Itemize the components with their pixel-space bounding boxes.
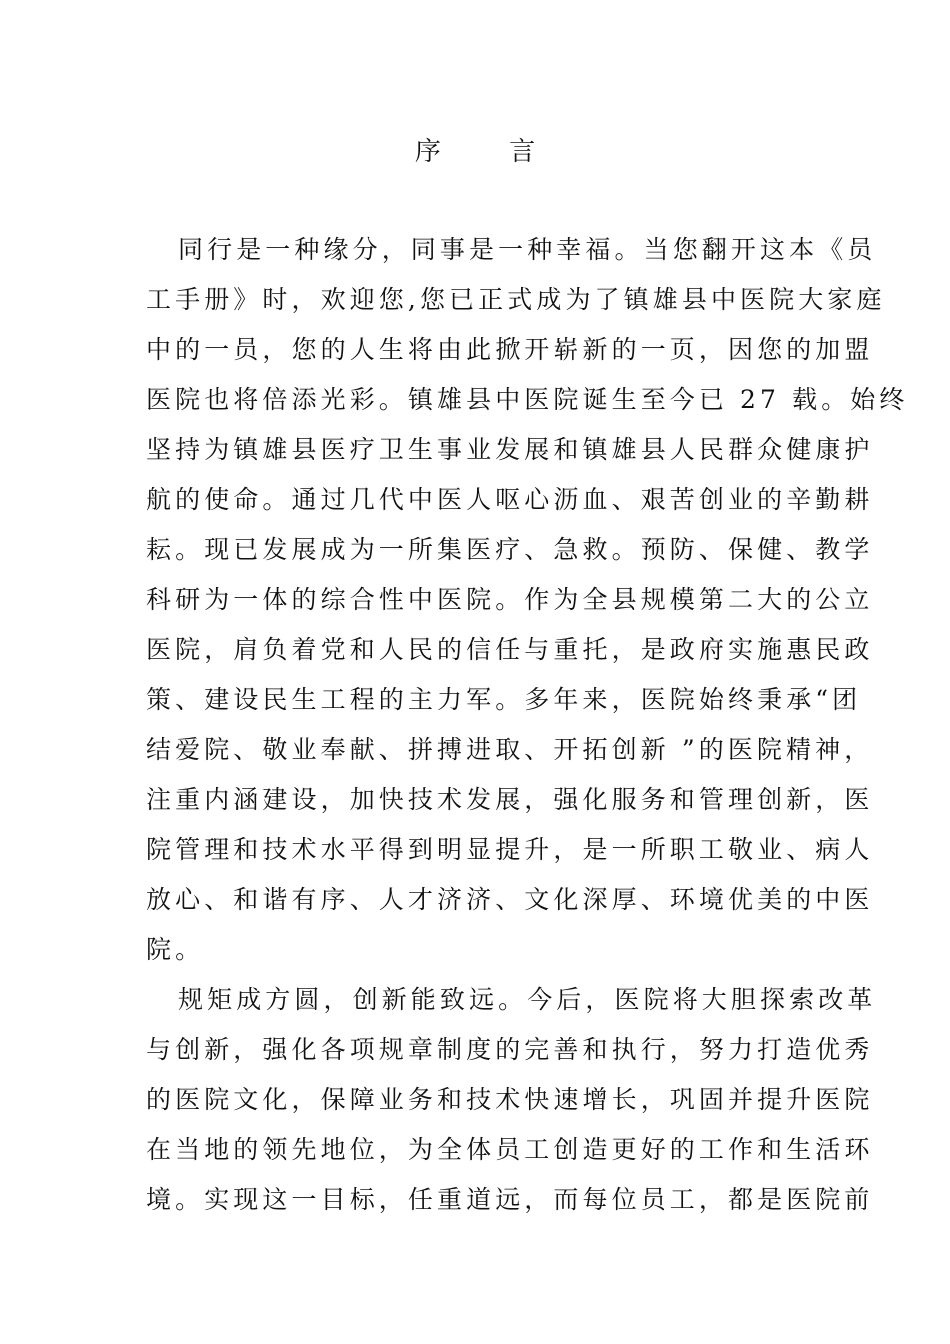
paragraph-1-line-10: 策、建设民生工程的主力军。多年来，医院始终秉承“团	[146, 685, 862, 714]
paragraph-2-line-1: 规矩成方圆，创新能致远。今后，医院将大胆探索改革	[178, 985, 877, 1014]
paragraph-1-line-8: 科研为一体的综合性中医院。作为全县规模第二大的公立	[146, 585, 874, 614]
paragraph-1-line-14: 放心、和谐有序、人才济济、文化深厚、环境优美的中医	[146, 885, 874, 914]
paragraph-1-line-3: 中的一员，您的人生将由此掀开崭新的一页，因您的加盟	[146, 335, 874, 364]
paragraph-1-line-1: 同行是一种缘分，同事是一种幸福。当您翻开这本《员	[178, 235, 877, 264]
paragraph-1-line-6: 航的使命。通过几代中医人呕心沥血、艰苦创业的辛勤耕	[146, 485, 874, 514]
paragraph-1-line-5: 坚持为镇雄县医疗卫生事业发展和镇雄县人民群众健康护	[146, 435, 874, 464]
paragraph-1-line-4: 医院也将倍添光彩。镇雄县中医院诞生至今已 27 载。始终	[146, 385, 909, 414]
paragraph-1-line-13: 院管理和技术水平得到明显提升，是一所职工敬业、病人	[146, 835, 874, 864]
paragraph-1-line-2: 工手册》时，欢迎您,您已正式成为了镇雄县中医院大家庭	[146, 285, 886, 314]
paragraph-1-line-12: 注重内涵建设，加快技术发展，强化服务和管理创新，医	[146, 785, 874, 814]
paragraph-1-line-9: 医院，肩负着党和人民的信任与重托，是政府实施惠民政	[146, 635, 874, 664]
paragraph-1-line-15: 院。	[146, 935, 205, 964]
paragraph-2-line-4: 在当地的领先地位，为全体员工创造更好的工作和生活环	[146, 1135, 874, 1164]
paragraph-1-line-7: 耘。现已发展成为一所集医疗、急救。预防、保健、教学	[146, 535, 874, 564]
paragraph-1-line-11: 结爱院、敬业奉献、拼搏进取、开拓创新 ”的医院精神，	[146, 735, 874, 764]
paragraph-2-line-5: 境。实现这一目标，任重道远，而每位员工，都是医院前	[146, 1185, 874, 1214]
paragraph-2-line-2: 与创新，强化各项规章制度的完善和执行，努力打造优秀	[146, 1035, 874, 1064]
paragraph-2-line-3: 的医院文化，保障业务和技术快速增长，巩固并提升医院	[146, 1085, 874, 1114]
page-title: 序 言	[414, 137, 566, 167]
